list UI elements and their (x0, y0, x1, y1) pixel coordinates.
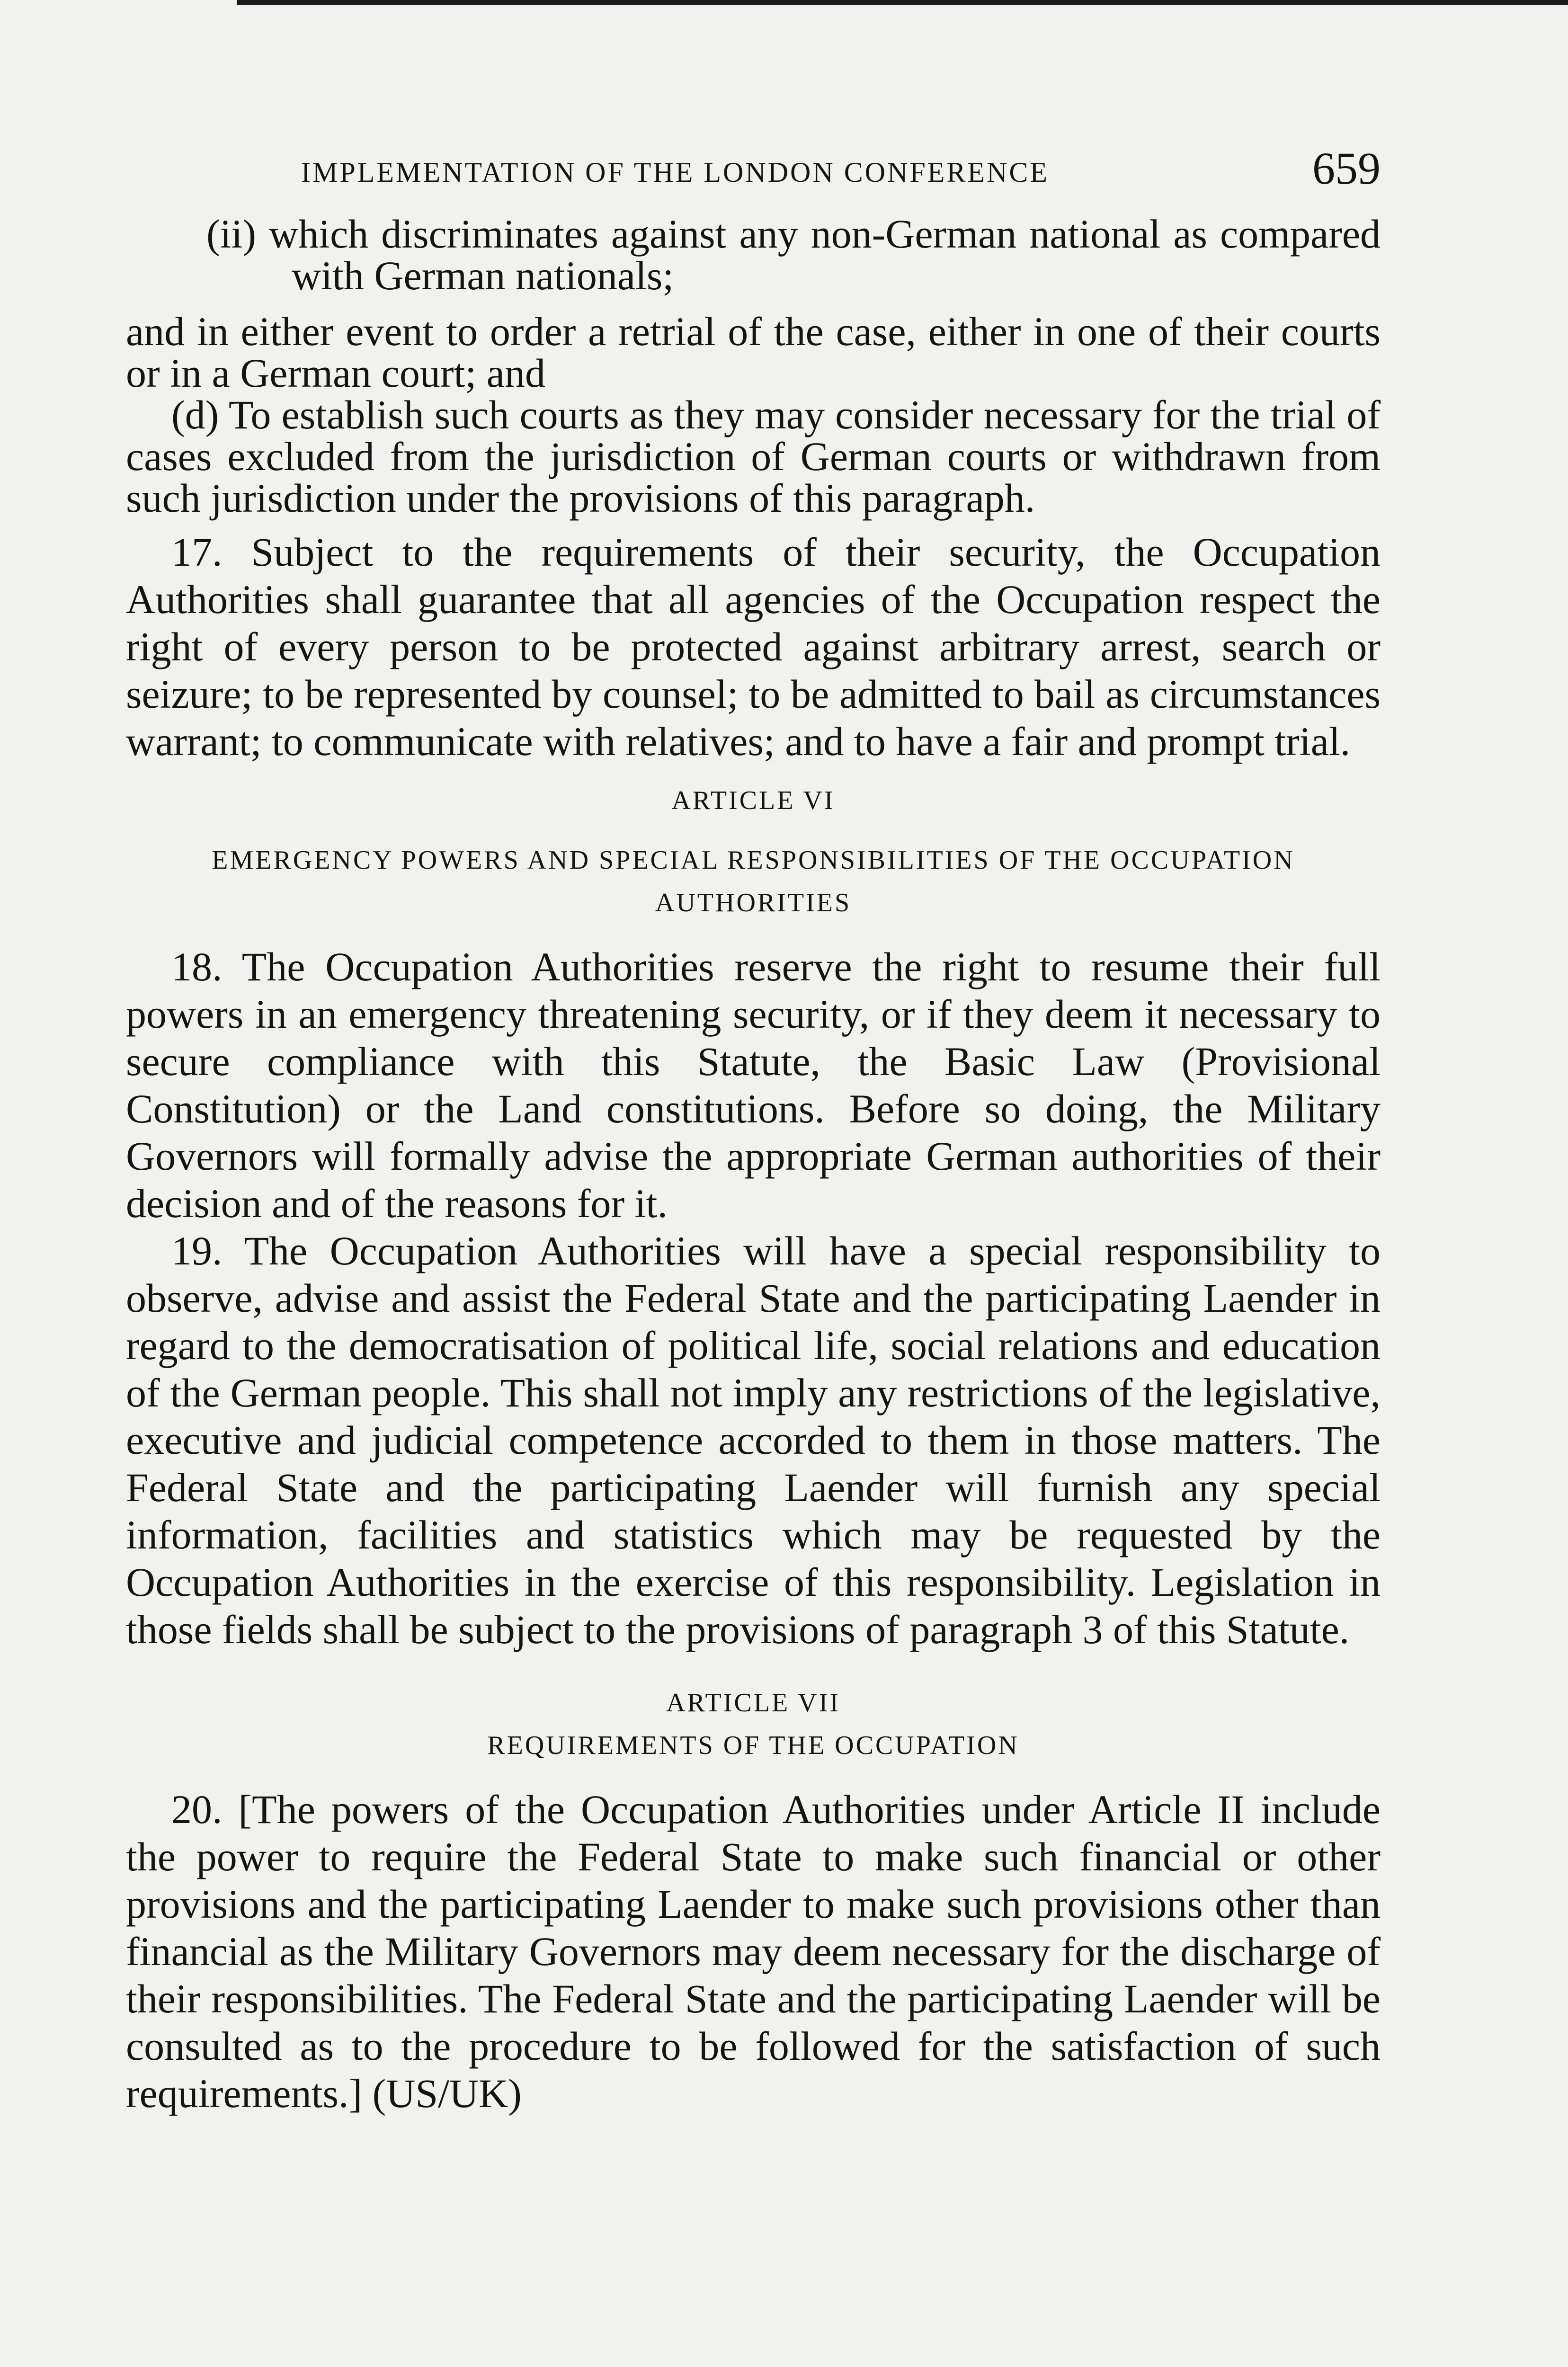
article-vi-subheading-line1: EMERGENCY POWERS AND SPECIAL RESPONSIBILITIES OF THE OCCUPATION (212, 845, 1295, 875)
article-vii-heading: ARTICLE VII (666, 1688, 840, 1717)
paragraph-17: 17. Subject to the requirements of their security, the Occupation Authorities shall guarantee that all agencies of the Occupation respect the right of every person to be protected against arbitrary arrest, search or seizure; to be represented by counsel; to be admitted to bail as circumstances warrant; to communicate with relatives; and to have a fair and prompt trial. (126, 529, 1381, 764)
paragraph-20: 20. [The powers of the Occupation Authorities under Article II include the power to require the Federal State to make such financial or other provisions and the participating Laender to make such provisions other than financial as the Military Governors may deem necessary for the discharge of their responsibilities. The Federal State and the participating Laender will be consulted as to the procedure to be followed for the satisfaction of such requirements.] (US/UK) (126, 1787, 1381, 2116)
running-head (126, 137, 1381, 208)
top-border-rule (237, 0, 1568, 5)
clause-continuation: and in either event to order a retrial of the case, either in one of their courts or in a German court; and (126, 309, 1381, 396)
document-page (126, 137, 1381, 2117)
article-vi-heading: ARTICLE VI (671, 786, 835, 815)
article-vi-subheading-line2: AUTHORITIES (655, 888, 852, 917)
running-title: IMPLEMENTATION OF THE LONDON CONFERENCE (301, 157, 1050, 188)
paragraph-19: 19. The Occupation Authorities will have a special responsibility to observe, advise and assist the Federal State and the participating Laender in regard to the democratisation of political life, social relations and education of the German people. This shall not imply any restrictions of the legislative, executive and judicial competence accorded to them in those matters. The Federal State and the participating Laender will furnish any special information, facilities and statistics which may be requested by the Occupation Authorities in the exercise of this responsibility. Legislation in those fields shall be subject to the provisions of paragraph 3 of this Statute. (126, 1228, 1381, 1652)
paragraph-18: 18. The Occupation Authorities reserve the right to resume their full powers in an emergency threatening security, or if they deem it necessary to secure compliance with this Statute, the Basic Law (Provisional Constitution) or the Land constitutions. Before so doing, the Military Governors will formally advise the appropriate German authorities of their decision and of the reasons for it. (126, 944, 1381, 1226)
article-vii-subheading: REQUIREMENTS OF THE OCCUPATION (487, 1731, 1019, 1760)
page-number: 659 (1312, 143, 1381, 194)
clause-ii: (ii) which discriminates against any non-German national as compared with German nationals; (206, 211, 1381, 298)
clause-d: (d) To establish such courts as they may consider necessary for the trial of cases excluded from the jurisdiction of German courts or withdrawn from such jurisdiction under the provisions of this paragraph. (126, 392, 1381, 521)
